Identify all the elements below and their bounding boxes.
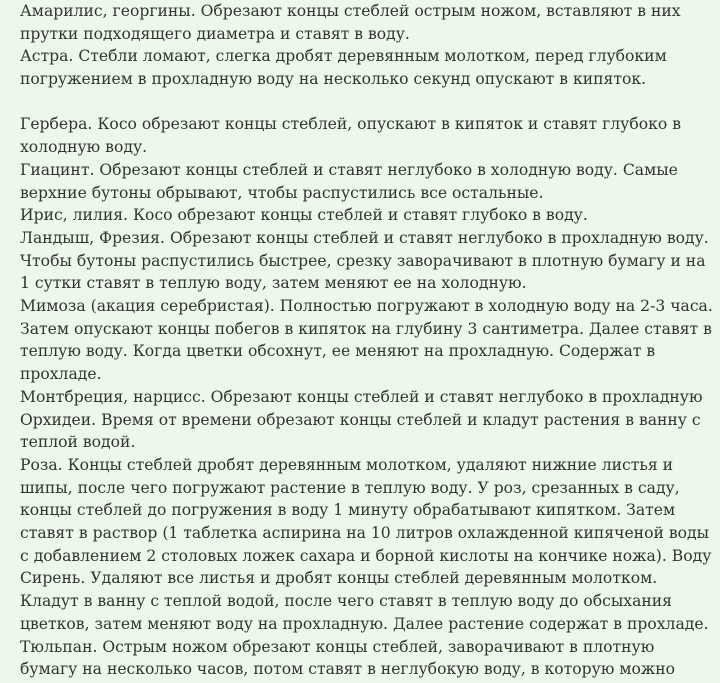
care-instructions: Обрезают концы стеблей и ставят неглубоко в прохладную [210,387,703,406]
entry-lily-of-the-valley-freesia [0,227,720,295]
flower-name: Орхидеи. [20,410,97,429]
care-instructions: Косо обрезают концы стеблей и ставят глубоко в воду. [132,206,588,225]
flower-name: Ирис, лилия. [20,206,129,225]
entry-hyacinth [0,159,720,204]
care-instructions: Полностью погружают в холодную воду на 2-3 часа. Затем опускают концы побегов в кипяток на глубину 3 сантиметра. Далее ставят в теплую воду. Когда цветки обсохнут, ее меняют на прохладную. Содержат в прохладе. [20,297,713,384]
care-instructions: Острым ножом обрезают концы стеблей, заворачивают в плотную бумагу на несколько часов, потом ставят в неглубокую воду, в которую можно [20,637,675,679]
flower-name: Амарилис, георгины. [20,2,196,20]
flower-name: Гиацинт. [20,160,95,179]
entry-amaryllis [0,0,720,45]
care-instructions: Косо обрезают концы стеблей, опускают в кипяток и ставят глубоко в холодную воду. [20,115,682,157]
flower-name: Гербера. [20,115,93,134]
entry-rose [0,454,720,568]
entry-gerbera [0,113,720,158]
flower-name: Роза. [20,455,63,474]
entry-orchids [0,409,720,454]
care-instructions: Концы стеблей дробят деревянным молотком, удаляют нижние листья и шипы, после чего погружают растение в теплую воду. У роз, срезанных в саду, концы стеблей до погружения в воду 1 минуту обрабатывают кипятком. Затем ставят в раствор (1 таблетка аспирина на 10 литров охлажденной кипяченой воды с добавлением 2 столовых ложек сахара и борной кислоты на кончике ножа). Воду [20,455,712,565]
entry-iris-lily [0,204,720,227]
care-instructions: Обрезают концы стеблей и ставят неглубоко в холодную воду. Самые верхние бутоны обрывают, чтобы распустились все остальные. [20,160,678,202]
entry-aster [0,45,720,113]
entry-mimosa [0,295,720,386]
care-instructions: Стебли ломают, слегка дробят деревянным молотком, перед глубоким погружением в прохладную воду на несколько секунд опускают в кипяток. [20,47,667,89]
entry-lilac [0,567,720,635]
flower-name: Тюльпан. [20,637,98,656]
flower-name: Ландыш, Фрезия. [20,228,165,247]
care-instructions: Обрезают концы стеблей острым ножом, вставляют в них прутки подходящего диаметра и ставят в воду. [20,2,681,43]
entry-tulip [0,636,720,683]
flower-name: Мимоза (акация серебристая). [20,297,275,316]
care-instructions: Обрезают концы стеблей и ставят неглубоко в прохладную воду. Чтобы бутоны распустились быстрее, срезку заворачивают в плотную бумагу и на 1 сутки ставят в теплую воду, затем меняют ее на холодную. [20,228,709,293]
flower-name: Сирень. [20,569,86,588]
care-instructions: Удаляют все листья и дробят концы стеблей деревянным молотком. Кладут в ванну с теплой водой, после чего ставят в теплую воду до обсыхания цветков, затем меняют воду на прохладную. Далее растение содержат в прохладе. [20,569,709,633]
flower-name: Монтбреция, нарцисс. [20,387,206,406]
entry-montbretia-narcissus [0,386,720,409]
flower-name: Астра. [20,47,74,66]
care-instructions: Время от времени обрезают концы стеблей и кладут растения в ванну с теплой водой. [20,410,701,452]
